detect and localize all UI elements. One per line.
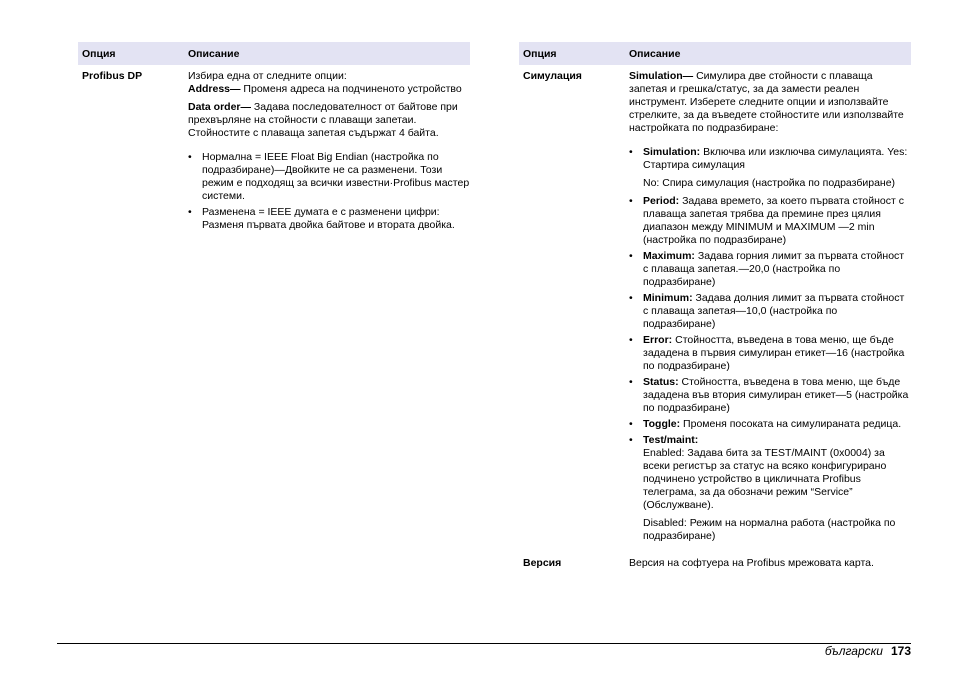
item-label: Maximum: <box>643 250 695 262</box>
header-option: Опция <box>82 48 116 60</box>
data-order-text: Задава последователност от байтове при прехвърляне на стойности с плаващи запетаи. Стойностите с плаваща запетая съдържат 4 байта. <box>188 101 458 139</box>
item-text: Променя посоката на симулираната редица. <box>680 418 902 430</box>
page-footer <box>825 644 911 658</box>
table-row-profibus-dp <box>78 70 470 232</box>
intro-text: Избира една от следните опции: <box>188 70 347 82</box>
item-label: Error: <box>643 334 673 346</box>
header-option: Опция <box>523 48 557 60</box>
simulation-intro-text: Симулира две стойности с плаваща запетая и грешка/статус, за да замести реален инструмент. Изберете следните опции и използвайте стрелките, за да въведете стойностите или използвайте настройката по подразбиране: <box>629 70 904 134</box>
right-table <box>519 42 911 570</box>
item-text: Задава горния лимит за първата стойност с плаваща запетая.—20,0 (настройка по подразбиране) <box>643 250 905 288</box>
address-text: Променя адреса на подчиненото устройство <box>240 83 462 95</box>
item-text: Задава времето, за което първата стойност с плаваща запетая трябва да премине през цялия диапазон между MINIMUM и MAXIMUM —2 min (настройка по подразбиране) <box>643 195 904 246</box>
item-label: Status: <box>643 376 679 388</box>
table-header <box>519 42 911 65</box>
option-simulation: Симулация <box>523 70 582 82</box>
header-description: Описание <box>188 48 240 60</box>
item-label: Test/maint: <box>643 434 699 446</box>
list-item <box>629 418 911 431</box>
list-item <box>629 292 911 331</box>
item-label: Toggle: <box>643 418 681 430</box>
list-item <box>629 146 911 190</box>
simulation-intro-label: Simulation— <box>629 70 694 82</box>
footer-divider <box>57 643 911 644</box>
data-order-label: Data order— <box>188 101 252 113</box>
header-description: Описание <box>629 48 681 60</box>
option-version: Версия <box>523 557 562 569</box>
item-text: Задава долния лимит за първата стойност с плаваща запетая—10,0 (настройка по подразбиране) <box>643 292 905 330</box>
item-extra: No: Спира симулация (настройка по подразбиране) <box>643 177 896 189</box>
item-extra: Disabled: Режим на нормална работа (настройка по подразбиране) <box>643 517 896 542</box>
item-label: Period: <box>643 195 680 207</box>
footer-language: български <box>824 644 883 658</box>
description-simulation <box>629 70 911 543</box>
list-item: • Разменена = IEEE думата е с разменени цифри: Разменя първата двойка байтове и втората двойка. <box>188 206 470 232</box>
description-version: Версия на софтуера на Profibus мрежовата карта. <box>629 557 874 569</box>
page-number: 173 <box>890 644 911 658</box>
item-text: Стойността, въведена в това меню, ще бъде зададена в първия симулиран етикет—16 (настройка по подразбиране) <box>643 334 905 372</box>
item-label: Minimum: <box>643 292 693 304</box>
description-profibus-dp <box>188 70 470 232</box>
item-text: Enabled: Задава бита за TEST/MAINT (0x0004) за всеки регистър за статус на всяко конфигурирано подчинено устройство в цикличната Profibus телеграма, за да обозначи режим “Service” (Обслужване). <box>643 447 887 511</box>
list-item: • Нормална = IEEE Float Big Endian (настройка по подразбиране)—Двойките не са разменени. Този режим е подходящ за всички известни·Profibus мастер системи. <box>188 151 470 203</box>
simulation-list <box>629 146 911 543</box>
list-item <box>629 434 911 543</box>
table-row-version <box>519 557 911 570</box>
item-label: Simulation: <box>643 146 701 158</box>
list-item <box>629 195 911 247</box>
left-table <box>78 42 470 235</box>
list-item <box>629 334 911 373</box>
list-item <box>629 250 911 289</box>
table-header <box>78 42 470 65</box>
address-label: Address— <box>188 83 241 95</box>
option-profibus-dp: Profibus DP <box>82 70 143 82</box>
table-row-simulation <box>519 70 911 543</box>
list-item <box>629 376 911 415</box>
data-order-list <box>188 151 470 232</box>
item-text: Включва или изключва симулацията. Yes: Стартира симулация <box>643 146 908 171</box>
item-text: Стойността, въведена в това меню, ще бъде зададена във втория симулиран етикет—5 (настройка по подразбиране) <box>643 376 909 414</box>
